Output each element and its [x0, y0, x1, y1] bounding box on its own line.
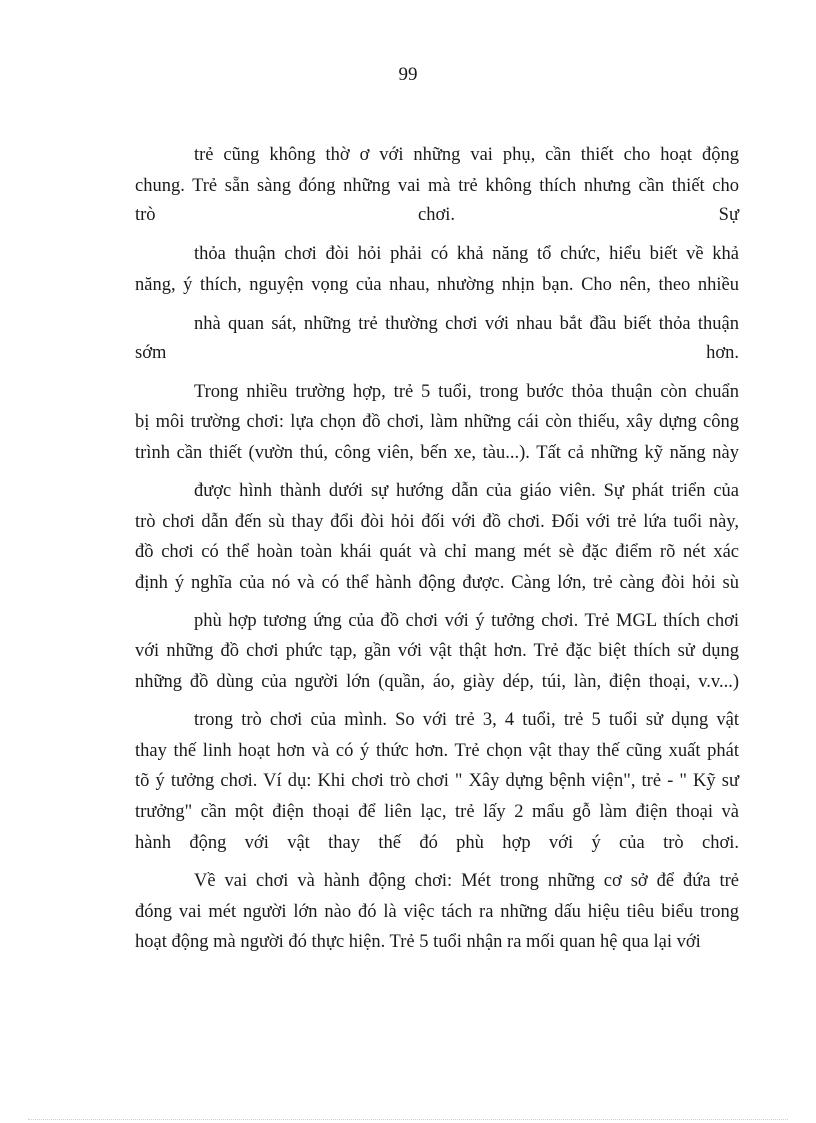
text-line: với những đồ chơi phức tạp, gần với vật thật hơn. Trẻ đặc biệt thích sử dụng	[135, 641, 739, 661]
text-line: đóng vai mét người lớn nào đó là việc tách ra những dấu hiệu tiêu biểu trong	[135, 902, 739, 922]
text-line: định ý nghĩa của nó và có thể hành động được. Càng lớn, trẻ càng đòi hỏi sù	[135, 573, 739, 593]
text-line: Về vai chơi và hành động chơi: Mét trong những cơ sở để đứa trẻ	[194, 871, 739, 891]
text-line: bị môi trường chơi: lựa chọn đồ chơi, làm những cái còn thiếu, xây dựng công	[135, 412, 739, 432]
text-line: hoạt động mà người đó thực hiện. Trẻ 5 tuổi nhận ra mối quan hệ qua lại với	[135, 932, 701, 952]
text-line: nhà quan sát, những trẻ thường chơi với nhau bắt đầu biết thỏa thuận	[194, 314, 739, 334]
text-line: trẻ cũng không thờ ơ với những vai phụ, cần thiết cho hoạt động	[194, 145, 739, 165]
text-line	[135, 343, 739, 365]
text-line: phù hợp tương ứng của đồ chơi với ý tưởng chơi. Trẻ MGL thích chơi	[194, 611, 739, 631]
page-bottom-divider	[28, 1119, 788, 1120]
text-line: những đồ dùng của người lớn (quần, áo, giày dép, túi, làn, điện thoại, v.v...)	[135, 672, 739, 692]
text-line	[135, 205, 739, 227]
text-line: năng, ý thích, nguyện vọng của nhau, nhường nhịn bạn. Cho nên, theo nhiều	[135, 275, 739, 295]
text-line: thỏa thuận chơi đòi hỏi phải có khả năng tổ chức, hiểu biết về khả	[194, 244, 739, 264]
text-line: chung. Trẻ sẵn sàng đóng những vai mà trẻ không thích nhưng cần thiết cho	[135, 176, 739, 196]
word: Sự	[718, 205, 739, 225]
word: chơi.	[418, 205, 456, 225]
word: sớm	[135, 343, 167, 363]
text-line: trưởng" cần một điện thoại để liên lạc, trẻ lấy 2 mẩu gỗ làm điện thoại và	[135, 802, 739, 822]
text-line: tõ ý tưởng chơi. Ví dụ: Khi chơi trò chơi " Xây dựng bệnh viện", trẻ - " Kỹ sư	[135, 771, 739, 791]
text-line: hành động với vật thay thế đó phù hợp với ý của trò chơi.	[135, 833, 739, 853]
page-number: 99	[398, 64, 418, 85]
text-line: thay thế linh hoạt hơn và có ý thức hơn. Trẻ chọn vật thay thế cũng xuất phát	[135, 741, 739, 761]
word: trò	[135, 205, 156, 225]
text-line: đồ chơi có thể hoàn toàn khái quát và chỉ mang mét sè đặc điểm rõ nét xác	[135, 542, 739, 562]
text-line: trong trò chơi của mình. So với trẻ 3, 4 tuổi, trẻ 5 tuổi sử dụng vật	[194, 710, 739, 730]
text-line: trò chơi dẫn đến sù thay đổi đòi hỏi đối với đồ chơi. Đối với trẻ lứa tuổi này,	[135, 512, 739, 532]
word: hơn.	[706, 343, 739, 363]
text-line: được hình thành dưới sự hướng dẫn của giáo viên. Sự phát triển của	[194, 481, 739, 501]
text-line: Trong nhiều trường hợp, trẻ 5 tuổi, trong bước thỏa thuận còn chuẩn	[194, 382, 739, 402]
text-line: trình cần thiết (vườn thú, công viên, bến xe, tàu...). Tất cả những kỹ năng này	[135, 443, 739, 463]
